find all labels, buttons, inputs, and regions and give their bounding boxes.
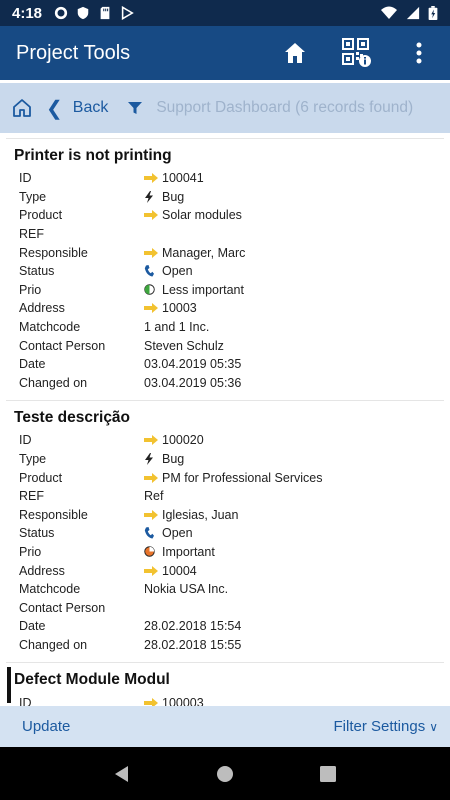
recents-square-icon[interactable]: [319, 765, 337, 783]
record-card[interactable]: [6, 138, 444, 400]
field-value: 03.04.2019 05:36: [144, 375, 242, 390]
arrow-right-icon: [144, 248, 160, 258]
arrow-right-icon: [144, 210, 160, 220]
field-value: Manager, Marc: [162, 245, 246, 260]
field-label: Status: [19, 526, 55, 541]
arrow-right-icon: [144, 698, 160, 706]
field-label: ID: [19, 433, 32, 448]
field-label: Type: [19, 452, 47, 467]
overflow-menu-icon: [416, 41, 422, 65]
field-label: Changed on: [19, 637, 88, 652]
field-value-wrap[interactable]: [144, 471, 322, 485]
filter-button[interactable]: [126, 99, 144, 117]
field-value: Important: [162, 544, 215, 559]
field-value: 1 and 1 Inc.: [144, 320, 210, 335]
field-label: Date: [19, 619, 46, 634]
field-value-wrap[interactable]: [144, 564, 197, 578]
field-label: REF: [19, 227, 44, 242]
filter-settings-label: Filter Settings: [333, 718, 426, 735]
field-row: [14, 318, 444, 337]
field-value-wrap[interactable]: [144, 171, 204, 185]
field-value: Ref: [144, 489, 164, 504]
field-value: Less important: [162, 282, 244, 297]
field-value-wrap: [144, 190, 184, 204]
field-row: [14, 206, 444, 225]
nav-bar: [0, 83, 450, 133]
field-label: Address: [19, 301, 65, 316]
field-label: Responsible: [19, 507, 88, 522]
field-value: Steven Schulz: [144, 338, 224, 353]
field-value: Open: [162, 264, 193, 279]
field-label: REF: [19, 489, 44, 504]
record-card[interactable]: [6, 400, 444, 662]
field-value: 100020: [162, 433, 204, 448]
arrow-right-icon: [144, 566, 160, 576]
phone-icon: [144, 527, 160, 539]
app-title: Project Tools: [16, 41, 131, 64]
field-label: Address: [19, 563, 65, 578]
filter-settings-button[interactable]: [334, 718, 439, 735]
field-label: Prio: [19, 544, 42, 559]
field-row: [14, 450, 444, 469]
system-nav-bar: [0, 747, 450, 800]
field-label: Matchcode: [19, 582, 81, 597]
field-value-wrap[interactable]: [144, 301, 197, 315]
field-label: Contact Person: [19, 338, 106, 353]
field-row: [14, 299, 444, 318]
field-label: Date: [19, 357, 46, 372]
field-row: [14, 336, 444, 355]
field-row: [14, 431, 444, 450]
qr-code-info-button[interactable]: [326, 26, 388, 80]
battery-icon: [428, 6, 438, 20]
field-value-wrap[interactable]: [144, 696, 204, 706]
status-time: 4:18: [12, 4, 43, 22]
field-row: [14, 188, 444, 207]
field-value: 10004: [162, 563, 197, 578]
field-value: Bug: [162, 452, 185, 467]
field-row: [14, 468, 444, 487]
gear-icon: [54, 6, 68, 20]
field-value-wrap[interactable]: [144, 433, 204, 447]
field-row: [14, 506, 444, 525]
filter-icon: [127, 100, 143, 116]
field-value-wrap: [144, 452, 184, 466]
wifi-icon: [380, 6, 398, 20]
update-button[interactable]: Update: [22, 718, 71, 735]
status-bar: [0, 0, 450, 26]
arrow-right-icon: [144, 510, 160, 520]
field-value: Bug: [162, 189, 185, 204]
field-value: 28.02.2018 15:55: [144, 637, 242, 652]
field-value-wrap: [144, 489, 163, 503]
field-value: 100041: [162, 171, 204, 186]
phone-icon: [144, 265, 160, 277]
field-label: Type: [19, 189, 47, 204]
arrow-right-icon: [144, 435, 160, 445]
chevron-left-icon: ❮: [46, 97, 63, 120]
half-circle-green-icon: [144, 284, 160, 295]
field-value-wrap: [144, 283, 244, 297]
arrow-right-icon: [144, 473, 160, 483]
field-value-wrap: [144, 339, 224, 353]
field-value-wrap: [144, 320, 209, 334]
field-value: Open: [162, 526, 193, 541]
field-value: 100003: [162, 695, 204, 706]
shield-icon: [76, 6, 90, 20]
lightning-icon: [144, 453, 160, 465]
record-title: Teste descrição: [14, 409, 131, 427]
home-button[interactable]: [264, 26, 326, 80]
home-outline-icon: [12, 98, 32, 118]
back-triangle-icon[interactable]: [113, 765, 131, 783]
nav-home-button[interactable]: [10, 96, 34, 120]
pie-orange-icon: [144, 546, 160, 557]
field-row: [14, 225, 444, 244]
field-label: Contact Person: [19, 600, 106, 615]
field-value-wrap: [144, 526, 193, 540]
overflow-menu-button[interactable]: [388, 26, 450, 80]
field-value: Iglesias, Juan: [162, 507, 239, 522]
field-value: PM for Professional Services: [162, 470, 323, 485]
field-value-wrap: [144, 545, 215, 559]
arrow-right-icon: [144, 303, 160, 313]
field-row: [14, 636, 444, 655]
nav-title: Support Dashboard (6 records found): [156, 99, 414, 116]
field-value: 10003: [162, 301, 197, 316]
app-actions: [264, 26, 450, 80]
field-row: [14, 243, 444, 262]
field-value-wrap[interactable]: [144, 508, 238, 522]
field-value-wrap: [144, 638, 241, 652]
field-value: Nokia USA Inc.: [144, 582, 229, 597]
home-circle-icon[interactable]: [216, 765, 234, 783]
field-row: [14, 524, 444, 543]
field-value: 03.04.2019 05:35: [144, 357, 242, 372]
record-list[interactable]: [0, 138, 450, 706]
record-title: Defect Module Modul: [14, 671, 170, 689]
field-value-wrap: [144, 357, 241, 371]
field-label: Prio: [19, 282, 42, 297]
field-value-wrap: [144, 376, 241, 390]
field-value-wrap: [144, 619, 241, 633]
signal-icon: [406, 6, 420, 20]
field-label: Product: [19, 470, 63, 485]
field-row: [14, 543, 444, 562]
field-value-wrap: [144, 264, 193, 278]
record-title: Printer is not printing: [14, 147, 172, 164]
app-bar: [0, 26, 450, 80]
field-label: Matchcode: [19, 320, 81, 335]
qr-code-info-icon: [342, 38, 372, 68]
lightning-icon: [144, 191, 160, 203]
play-store-icon: [120, 6, 134, 20]
field-row: [14, 561, 444, 580]
field-label: ID: [19, 171, 32, 186]
field-row: [14, 281, 444, 300]
field-label: Changed on: [19, 375, 88, 390]
field-label: ID: [19, 695, 32, 706]
record-card[interactable]: [6, 662, 444, 706]
field-label: Product: [19, 208, 63, 223]
field-row: [14, 374, 444, 393]
field-row: [14, 355, 444, 374]
field-value-wrap: [144, 582, 228, 596]
field-value-wrap[interactable]: [144, 246, 245, 260]
back-button[interactable]: [46, 96, 108, 121]
field-value: Solar modules: [162, 208, 242, 223]
field-label: Status: [19, 264, 55, 279]
chevron-down-icon: ∨: [429, 719, 438, 734]
status-icons-right: [380, 6, 438, 20]
field-value: 28.02.2018 15:54: [144, 619, 242, 634]
back-label: Back: [72, 99, 109, 116]
home-icon: [283, 41, 307, 65]
status-icons-left: [54, 6, 134, 20]
field-value-wrap[interactable]: [144, 208, 242, 222]
arrow-right-icon: [144, 173, 160, 183]
field-row: [14, 262, 444, 281]
sd-card-icon: [98, 6, 112, 20]
field-row: [14, 617, 444, 636]
field-row: [14, 169, 444, 188]
field-row: [14, 598, 444, 617]
field-row: [14, 580, 444, 599]
field-row: [14, 693, 444, 706]
field-row: [14, 487, 444, 506]
field-label: Responsible: [19, 245, 88, 260]
bottom-bar: [0, 706, 450, 747]
